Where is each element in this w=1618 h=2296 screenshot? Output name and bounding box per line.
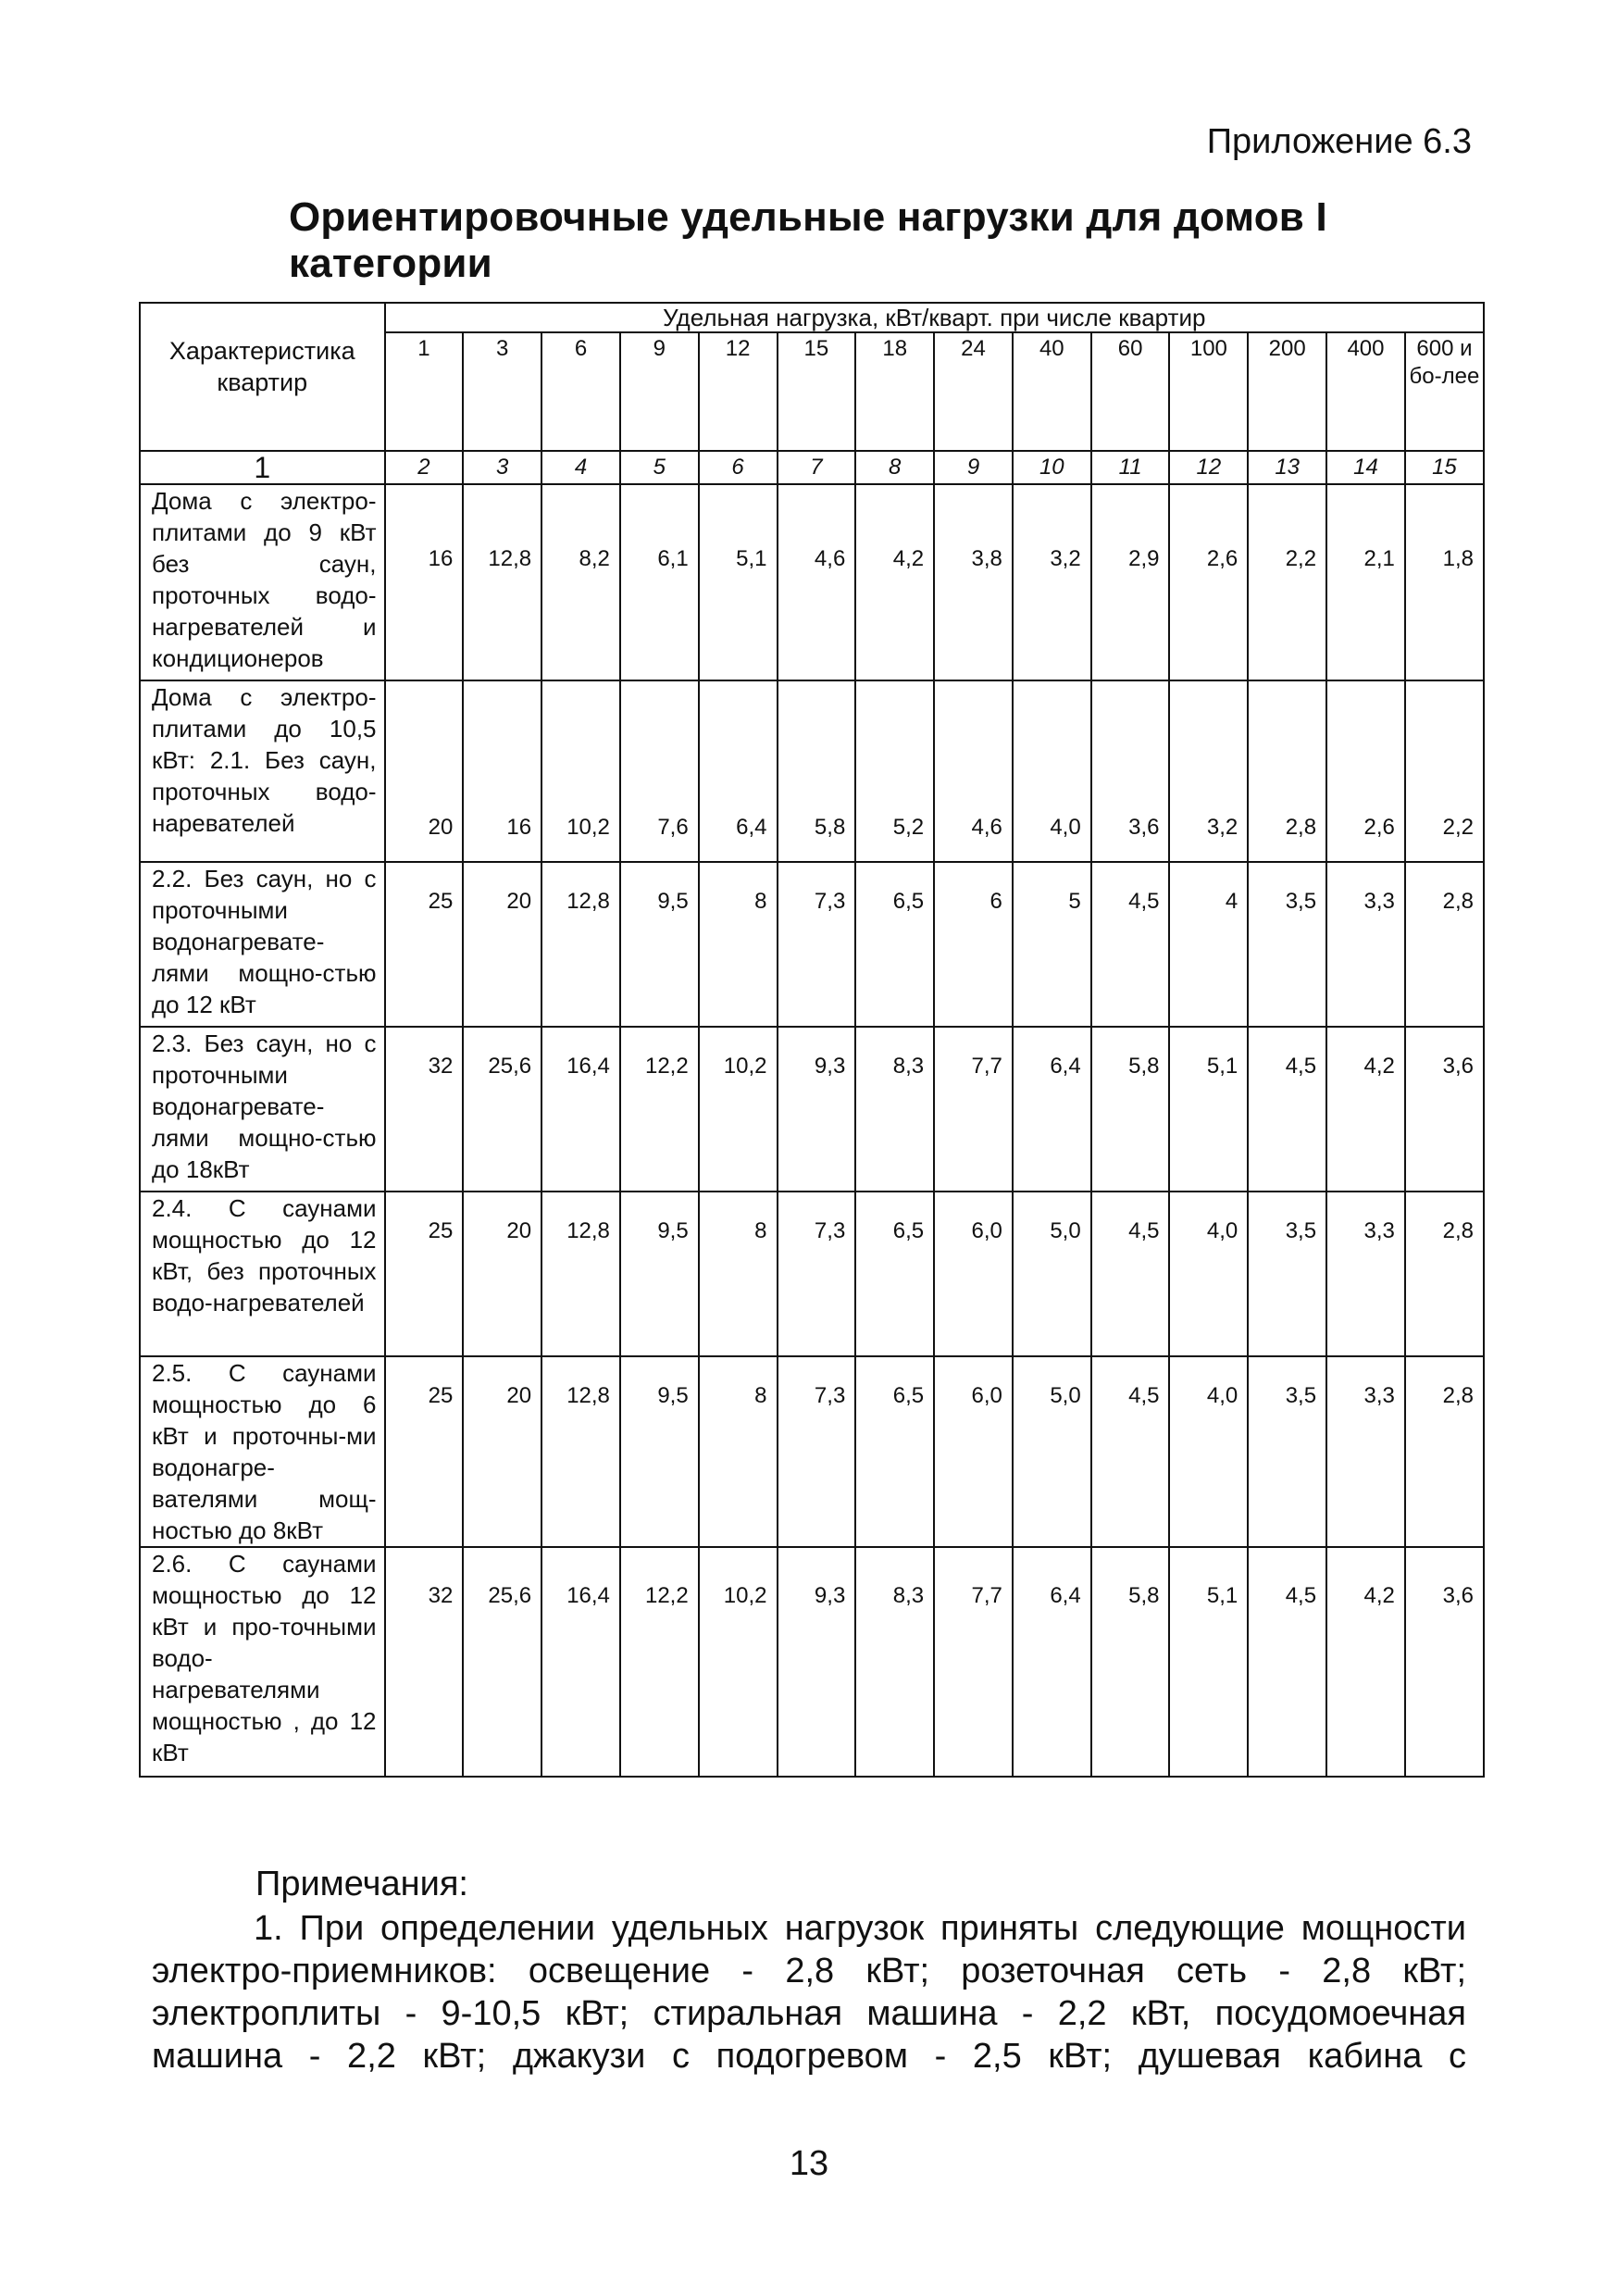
column-number-cell: 3	[463, 451, 541, 484]
load-value-cell: 8,3	[855, 1547, 934, 1777]
load-value-cell: 20	[463, 1356, 541, 1547]
load-value-cell: 5,8	[778, 680, 856, 862]
column-number-row	[140, 451, 1484, 484]
column-number-cell: 8	[855, 451, 934, 484]
load-value-cell: 2,8	[1248, 680, 1326, 862]
load-value-cell: 6,5	[855, 1356, 934, 1547]
apartment-count-header: 12	[699, 332, 778, 451]
load-value-cell: 6,0	[934, 1356, 1013, 1547]
load-value-cell: 6,4	[1013, 1547, 1091, 1777]
row-description: 2.4. С саунами мощностью до 12 кВт, без проточных водо-нагревателей	[140, 1192, 385, 1356]
row-description: 2.6. С саунами мощностью до 12 кВт и про-точными водо-нагревателями мощностью , до 12 кВт	[140, 1547, 385, 1777]
apartment-count-header: 9	[620, 332, 699, 451]
load-value-cell: 5,1	[699, 484, 778, 680]
load-value-cell: 6,5	[855, 862, 934, 1027]
row-description: Дома с электро-плитами до 10,5 кВт: 2.1. Без саун, проточных водо-наревателей	[140, 680, 385, 862]
load-value-cell: 16,4	[541, 1027, 620, 1192]
load-value-cell: 25,6	[463, 1027, 541, 1192]
column-number-cell: 7	[778, 451, 856, 484]
column-number-cell: 15	[1405, 451, 1484, 484]
load-value-cell: 2,8	[1405, 862, 1484, 1027]
apartment-count-header: 200	[1248, 332, 1326, 451]
load-value-cell: 2,9	[1091, 484, 1170, 680]
load-value-cell: 12,8	[541, 1356, 620, 1547]
page-title: Ориентировочные удельные нагрузки для домов I категории	[289, 194, 1327, 286]
load-value-cell: 8	[699, 1356, 778, 1547]
appendix-label: Приложение 6.3	[1206, 122, 1472, 161]
load-value-cell: 8,3	[855, 1027, 934, 1192]
load-value-cell: 7,7	[934, 1027, 1013, 1192]
load-value-cell: 16,4	[541, 1547, 620, 1777]
load-value-cell: 7,3	[778, 1356, 856, 1547]
load-value-cell: 3,3	[1326, 1356, 1405, 1547]
row-description: 2.5. С саунами мощностью до 6 кВт и проточны-ми водонагре-вателями мощ-ностью до 8кВт	[140, 1356, 385, 1547]
load-table	[139, 302, 1485, 1778]
apartment-count-header: 3	[463, 332, 541, 451]
load-value-cell: 3,3	[1326, 1192, 1405, 1356]
apartment-count-header: 400	[1326, 332, 1405, 451]
column-number-cell: 2	[385, 451, 464, 484]
load-value-cell: 20	[463, 862, 541, 1027]
load-value-cell: 12,2	[620, 1547, 699, 1777]
load-value-cell: 9,5	[620, 1192, 699, 1356]
load-value-cell: 4,2	[1326, 1027, 1405, 1192]
notes-title: Примечания:	[255, 1865, 468, 1903]
column-number-cell: 11	[1091, 451, 1170, 484]
load-value-cell: 20	[463, 1192, 541, 1356]
load-table-container	[139, 302, 1485, 1778]
load-value-cell: 4,2	[1326, 1547, 1405, 1777]
row-description: 2.2. Без саун, но с проточными водонагревате-лями мощно-стью до 12 кВт	[140, 862, 385, 1027]
load-value-cell: 4,5	[1248, 1547, 1326, 1777]
column-number-cell: 9	[934, 451, 1013, 484]
column-number-cell: 12	[1169, 451, 1248, 484]
load-value-cell: 12,8	[463, 484, 541, 680]
load-value-cell: 6	[934, 862, 1013, 1027]
load-value-cell: 2,8	[1405, 1356, 1484, 1547]
notes-body	[152, 1907, 1466, 2078]
load-value-cell: 4,0	[1013, 680, 1091, 862]
load-value-cell: 2,2	[1405, 680, 1484, 862]
load-value-cell: 16	[463, 680, 541, 862]
load-value-cell: 6,4	[699, 680, 778, 862]
load-value-cell: 32	[385, 1547, 464, 1777]
load-value-cell: 7,3	[778, 862, 856, 1027]
column-number-cell: 10	[1013, 451, 1091, 484]
column-number-cell: 5	[620, 451, 699, 484]
table-row	[140, 862, 1484, 1027]
table-header-row-1	[140, 303, 1484, 332]
load-value-cell: 9,5	[620, 1356, 699, 1547]
load-value-cell: 5,2	[855, 680, 934, 862]
load-value-cell: 3,5	[1248, 862, 1326, 1027]
load-value-cell: 4,2	[855, 484, 934, 680]
table-row	[140, 484, 1484, 680]
load-value-cell: 10,2	[699, 1547, 778, 1777]
load-value-cell: 3,3	[1326, 862, 1405, 1027]
load-value-cell: 25	[385, 1192, 464, 1356]
column-number-cell: 14	[1326, 451, 1405, 484]
load-value-cell: 16	[385, 484, 464, 680]
load-value-cell: 3,6	[1405, 1027, 1484, 1192]
apartment-count-header: 6	[541, 332, 620, 451]
specific-load-header: Удельная нагрузка, кВт/кварт. при числе квартир	[385, 303, 1484, 332]
column-number-cell: 4	[541, 451, 620, 484]
load-value-cell: 3,6	[1405, 1547, 1484, 1777]
load-value-cell: 7,6	[620, 680, 699, 862]
row-description: Дома с электро-плитами до 9 кВт без саун, проточных водо-нагревателей и кондиционеров	[140, 484, 385, 680]
load-value-cell: 20	[385, 680, 464, 862]
load-value-cell: 7,3	[778, 1192, 856, 1356]
load-value-cell: 25,6	[463, 1547, 541, 1777]
load-value-cell: 4,0	[1169, 1356, 1248, 1547]
column-number-cell: 13	[1248, 451, 1326, 484]
row-description: 2.3. Без саун, но с проточными водонагревате-лями мощно-стью до 18кВт	[140, 1027, 385, 1192]
load-value-cell: 6,1	[620, 484, 699, 680]
load-value-cell: 8,2	[541, 484, 620, 680]
apartment-count-header: 18	[855, 332, 934, 451]
load-value-cell: 2,8	[1405, 1192, 1484, 1356]
apartment-count-header: 24	[934, 332, 1013, 451]
load-value-cell: 4,6	[778, 484, 856, 680]
table-row	[140, 1192, 1484, 1356]
load-value-cell: 5,8	[1091, 1547, 1170, 1777]
load-value-cell: 4,6	[934, 680, 1013, 862]
load-value-cell: 4,5	[1091, 1192, 1170, 1356]
table-row	[140, 1547, 1484, 1777]
load-value-cell: 9,5	[620, 862, 699, 1027]
load-value-cell: 3,8	[934, 484, 1013, 680]
load-value-cell: 5,1	[1169, 1547, 1248, 1777]
load-value-cell: 3,2	[1169, 680, 1248, 862]
apartment-count-header-600-plus: 600 и бо-лее	[1405, 332, 1484, 451]
load-value-cell: 3,5	[1248, 1356, 1326, 1547]
table-row	[140, 680, 1484, 862]
load-value-cell: 12,2	[620, 1027, 699, 1192]
apartment-count-header: 15	[778, 332, 856, 451]
load-value-cell: 7,7	[934, 1547, 1013, 1777]
load-value-cell: 9,3	[778, 1547, 856, 1777]
load-value-cell: 4,5	[1248, 1027, 1326, 1192]
note-item: 1. При определении удельных нагрузок приняты следующие мощности электро-приемников: освещение - 2,8 кВт; розеточная сеть - 2,8 кВт; электроплиты - 9-10,5 кВт; стиральная машина - 2,2 кВт, посудомоечная машина - 2,2 кВт; джакузи с подогревом - 2,5 кВт; душевая кабина с	[152, 1909, 1466, 2076]
load-value-cell: 10,2	[699, 1027, 778, 1192]
load-value-cell: 4,5	[1091, 1356, 1170, 1547]
load-value-cell: 3,6	[1091, 680, 1170, 862]
load-value-cell: 4,0	[1169, 1192, 1248, 1356]
load-value-cell: 2,6	[1169, 484, 1248, 680]
table-row	[140, 1027, 1484, 1192]
load-value-cell: 25	[385, 862, 464, 1027]
column-number-cell: 6	[699, 451, 778, 484]
load-value-cell: 5,8	[1091, 1027, 1170, 1192]
column-number-cell: 1	[140, 451, 385, 484]
load-value-cell: 2,2	[1248, 484, 1326, 680]
apartment-count-header: 100	[1169, 332, 1248, 451]
load-value-cell: 5,0	[1013, 1356, 1091, 1547]
load-value-cell: 3,5	[1248, 1192, 1326, 1356]
characteristic-header: Характеристика квартир	[140, 303, 385, 451]
load-value-cell: 9,3	[778, 1027, 856, 1192]
page-number: 13	[789, 2144, 829, 2183]
load-value-cell: 12,8	[541, 862, 620, 1027]
load-value-cell: 1,8	[1405, 484, 1484, 680]
load-value-cell: 6,0	[934, 1192, 1013, 1356]
load-value-cell: 8	[699, 1192, 778, 1356]
load-value-cell: 12,8	[541, 1192, 620, 1356]
load-value-cell: 8	[699, 862, 778, 1027]
load-value-cell: 4,5	[1091, 862, 1170, 1027]
load-value-cell: 4	[1169, 862, 1248, 1027]
load-value-cell: 32	[385, 1027, 464, 1192]
apartment-count-header: 40	[1013, 332, 1091, 451]
load-value-cell: 6,4	[1013, 1027, 1091, 1192]
load-value-cell: 3,2	[1013, 484, 1091, 680]
load-value-cell: 10,2	[541, 680, 620, 862]
load-value-cell: 5	[1013, 862, 1091, 1027]
load-value-cell: 2,6	[1326, 680, 1405, 862]
apartment-count-header: 60	[1091, 332, 1170, 451]
load-value-cell: 6,5	[855, 1192, 934, 1356]
load-value-cell: 25	[385, 1356, 464, 1547]
load-value-cell: 5,0	[1013, 1192, 1091, 1356]
load-value-cell: 2,1	[1326, 484, 1405, 680]
load-value-cell: 5,1	[1169, 1027, 1248, 1192]
apartment-count-header: 1	[385, 332, 464, 451]
table-row	[140, 1356, 1484, 1547]
